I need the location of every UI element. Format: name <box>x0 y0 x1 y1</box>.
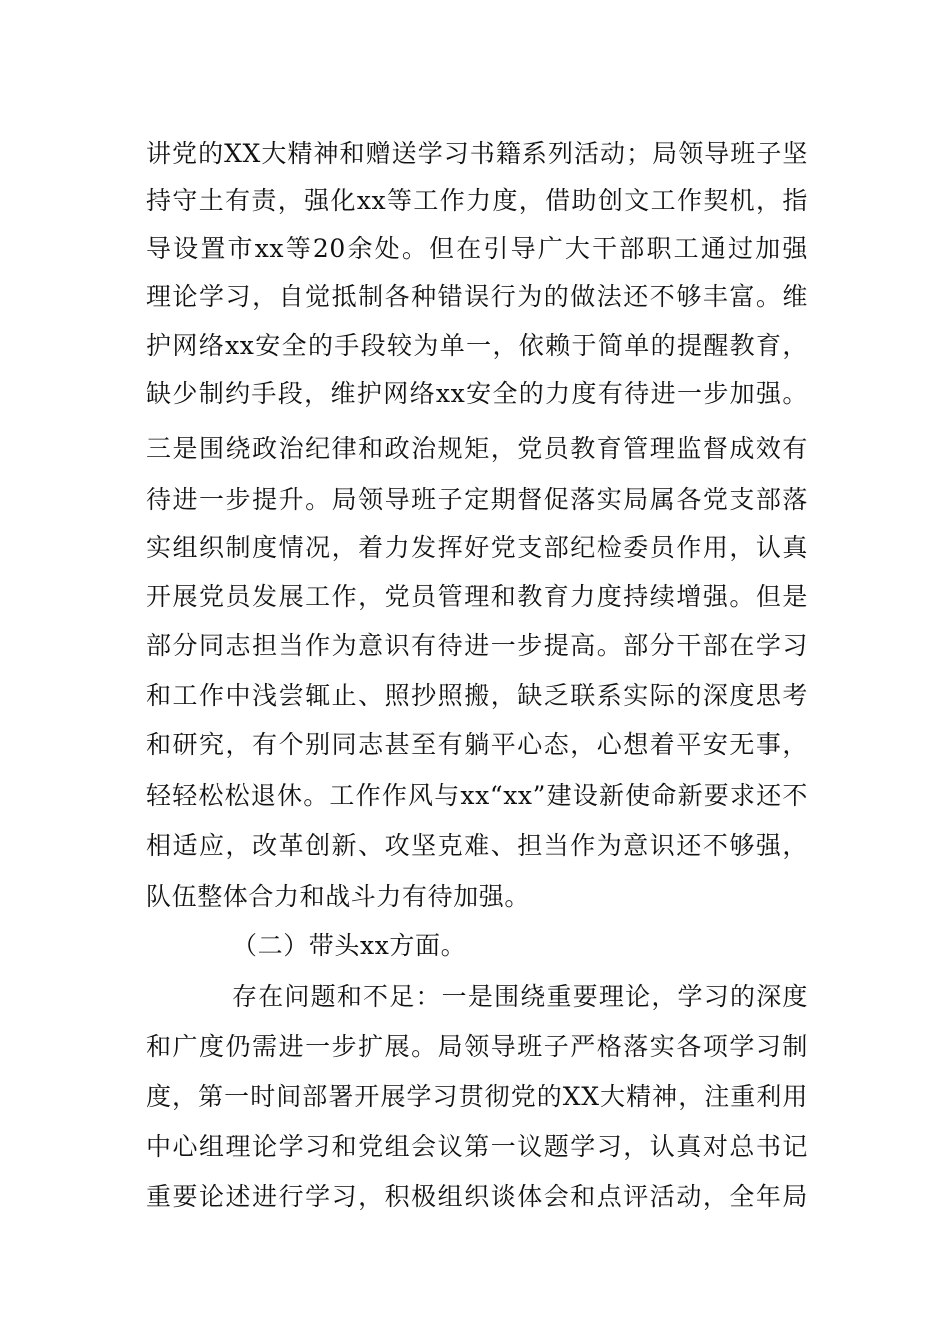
body-text-line: 理论学习，自觉抵制各种错误行为的做法还不够丰富。维 <box>146 282 808 311</box>
body-text-line: 护网络xx安全的手段较为单一，依赖于简单的提醒教育， <box>146 331 808 360</box>
body-text-line: 度，第一时间部署开展学习贯彻党的XX大精神，注重利用 <box>146 1082 808 1111</box>
body-text-line: 重要论述进行学习，积极组织谈体会和点评活动，全年局 <box>146 1182 808 1211</box>
body-text-line: 部分同志担当作为意识有待进一步提高。部分干部在学习 <box>146 631 808 660</box>
body-text-line: 和工作中浅尝辄止、照抄照搬，缺乏联系实际的深度思考 <box>146 681 808 710</box>
body-text-line: 三是围绕政治纪律和政治规矩，党员教育管理监督成效有 <box>146 434 808 463</box>
body-text-line: 待进一步提升。局领导班子定期督促落实局属各党支部落 <box>146 485 808 514</box>
section-heading: （二）带头xx方面。 <box>232 931 467 960</box>
body-text-line: 队伍整体合力和战斗力有待加强。 <box>146 882 531 911</box>
body-text-line: 轻轻松松退休。工作作风与xx“xx”建设新使命新要求还不 <box>146 781 808 810</box>
body-text-line: 开展党员发展工作，党员管理和教育力度持续增强。但是 <box>146 582 808 611</box>
body-text-line: 持守土有责，强化xx等工作力度，借助创文工作契机，指 <box>146 186 808 215</box>
body-text-line: 和广度仍需进一步扩展。局领导班子严格落实各项学习制 <box>146 1032 808 1061</box>
body-text-line: 讲党的XX大精神和赠送学习书籍系列活动；局领导班子坚 <box>146 139 808 168</box>
body-text-line: 缺少制约手段，维护网络xx安全的力度有待进一步加强。 <box>146 379 808 408</box>
body-text-line: 中心组理论学习和党组会议第一议题学习，认真对总书记 <box>146 1132 808 1161</box>
body-text-line: 导设置市xx等20余处。但在引导广大干部职工通过加强 <box>146 234 808 263</box>
body-text-line: 实组织制度情况，着力发挥好党支部纪检委员作用，认真 <box>146 533 808 562</box>
body-text-line: 相适应，改革创新、攻坚克难、担当作为意识还不够强， <box>146 831 808 860</box>
body-text-line: 存在问题和不足：一是围绕重要理论，学习的深度 <box>232 982 808 1011</box>
body-text-line: 和研究，有个别同志甚至有躺平心态，心想着平安无事， <box>146 730 808 759</box>
